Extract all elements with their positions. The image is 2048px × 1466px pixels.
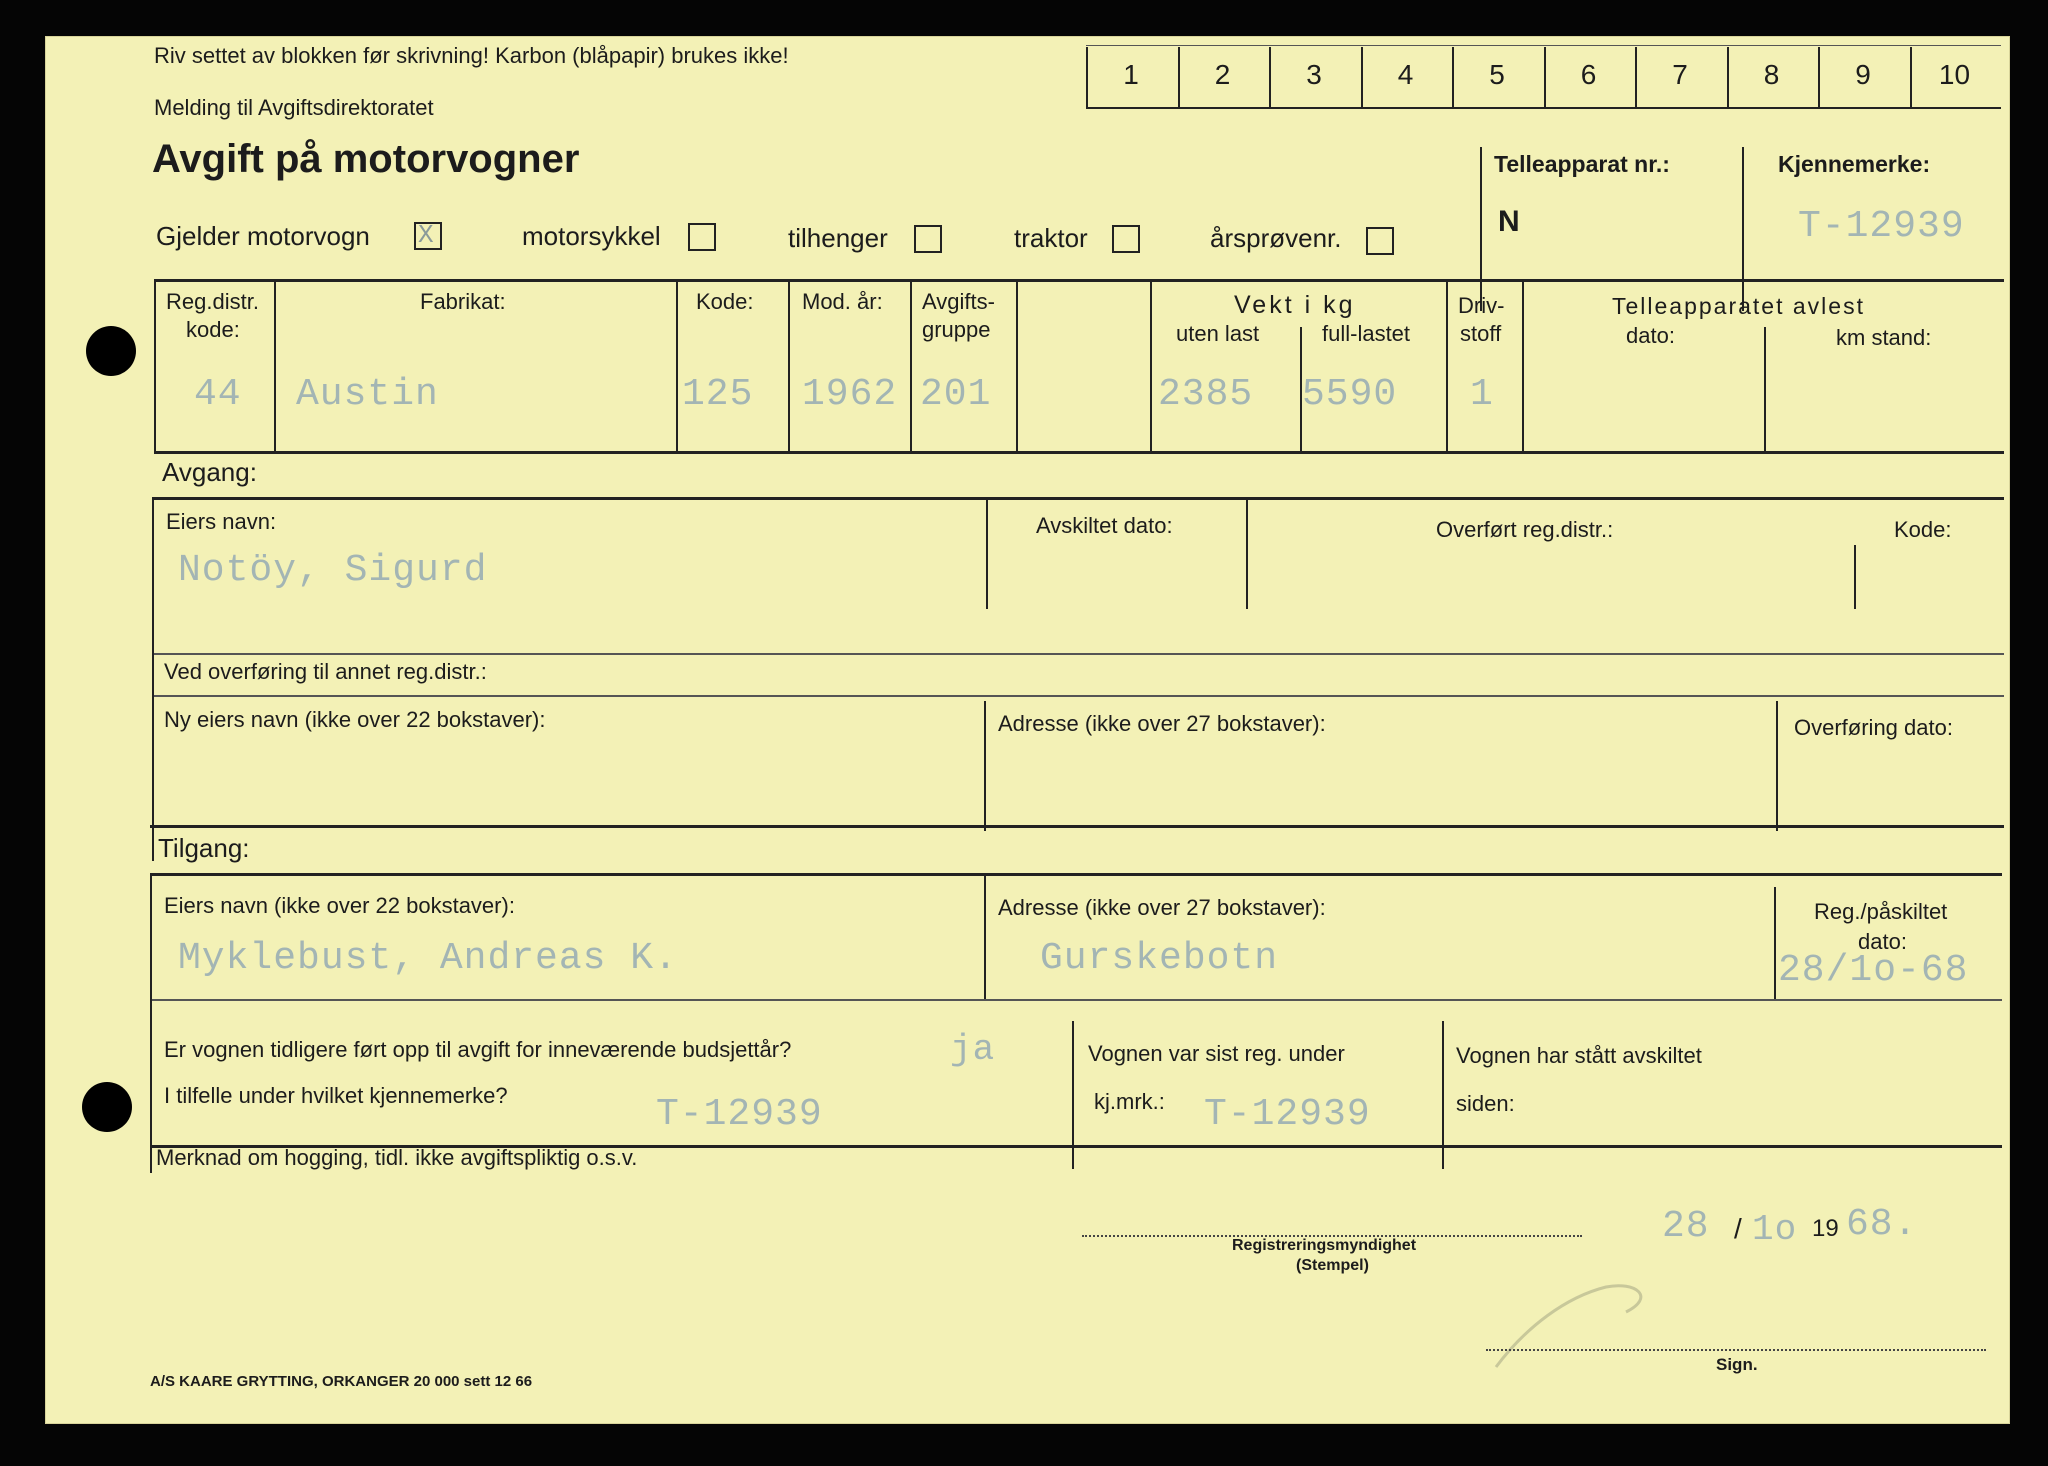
signature-mark: [1486, 1267, 1706, 1377]
month-strip-rule: [1086, 107, 2001, 109]
tilhenger-checkbox[interactable]: [914, 225, 942, 253]
telleapparat-avlest-label: Telleapparatet avlest: [1612, 293, 1865, 319]
month-number[interactable]: 3: [1306, 59, 1322, 90]
punch-hole-bottom: [82, 1082, 132, 1132]
merknad-label: Merknad om hogging, tidl. ikke avgiftspliktig o.s.v.: [156, 1145, 638, 1170]
date-month: 1o: [1752, 1209, 1798, 1250]
avskiltet-siden-label: Vognen har stått avskiltet: [1456, 1043, 1702, 1068]
motorsykkel-label: motorsykkel: [522, 221, 661, 251]
avgang-adresse-label: Adresse (ikke over 27 bokstaver):: [998, 711, 1326, 736]
ny-eier-label: Ny eiers navn (ikke over 22 bokstaver):: [164, 707, 546, 732]
date-day: 28: [1662, 1205, 1710, 1248]
fabrikat-label: Fabrikat:: [420, 289, 506, 314]
vehicle-table-bottom: [154, 451, 2004, 454]
month-number[interactable]: 10: [1938, 59, 1971, 90]
avskiltet-dato-label: Avskiltet dato:: [1036, 513, 1173, 538]
answer-kjennemerke: T-12939: [656, 1093, 823, 1136]
avgiftsgruppe-label-2: gruppe: [922, 317, 991, 342]
stempel-label: (Stempel): [1296, 1257, 1369, 1274]
tilgang-eier-value: Myklebust, Andreas K.: [178, 937, 678, 980]
tilhenger-label: tilhenger: [788, 223, 888, 253]
month-number[interactable]: 4: [1397, 59, 1414, 90]
uten-last-label: uten last: [1176, 321, 1260, 346]
form-title: Avgift på motorvogner: [152, 137, 580, 181]
full-lastet-value: 5590: [1302, 373, 1398, 416]
full-lastet-label: full-lastet: [1322, 321, 1411, 346]
arsprove-label: årsprøvenr.: [1210, 223, 1342, 253]
km-stand-label: km stand:: [1836, 325, 1932, 350]
telleapparat-value: N: [1498, 205, 1520, 238]
month-number[interactable]: 7: [1672, 59, 1688, 90]
regdato-label-2: dato:: [1858, 929, 1907, 954]
month-number[interactable]: 9: [1855, 59, 1871, 90]
date-century: 19: [1812, 1215, 1839, 1242]
kode-label: Kode:: [696, 289, 754, 314]
uten-last-value: 2385: [1158, 373, 1254, 416]
fabrikat-value: Austin: [296, 373, 439, 416]
date-separator: /: [1734, 1213, 1742, 1244]
instruction-text: Riv settet av blokken før skrivning! Karbon (blåpapir) brukes ikke!: [154, 43, 789, 68]
avlest-dato-label: dato:: [1626, 323, 1675, 348]
month-number[interactable]: 1: [1123, 59, 1139, 90]
avgiftsgruppe-value: 201: [920, 373, 992, 416]
modar-value: 1962: [802, 373, 898, 416]
regdato-label: Reg./påskiltet: [1814, 899, 1948, 924]
motorsykkel-checkbox[interactable]: [688, 223, 716, 251]
punch-hole-top: [86, 326, 136, 376]
regdato-value: 28/1o-68: [1778, 949, 1969, 992]
tilgang-adresse-value: Gurskebotn: [1040, 937, 1279, 980]
month-number[interactable]: 2: [1214, 59, 1231, 90]
month-number[interactable]: 6: [1580, 59, 1597, 90]
kjennemerke-value: T-12939: [1798, 205, 1965, 248]
drivstoff-label-2: stoff: [1460, 321, 1502, 346]
motorvogn-checkbox[interactable]: [414, 222, 442, 250]
overfort-regdistr-label: Overført reg.distr.:: [1436, 517, 1614, 542]
avgang-eier-label: Eiers navn:: [166, 509, 277, 534]
sist-reg-value: T-12939: [1204, 1093, 1371, 1136]
sign-label: Sign.: [1716, 1355, 1758, 1374]
tilgang-heading: Tilgang:: [158, 833, 250, 863]
checkbox-mark: X: [418, 220, 434, 250]
traktor-label: traktor: [1014, 223, 1088, 253]
printer-imprint: A/S KAARE GRYTTING, ORKANGER 20 000 sett 12 66: [150, 1373, 533, 1390]
regdistr-value: 44: [194, 373, 242, 416]
tilgang-eier-label: Eiers navn (ikke over 22 bokstaver):: [164, 893, 515, 918]
signature-dotted-line: [1486, 1349, 1986, 1351]
traktor-checkbox[interactable]: [1112, 225, 1140, 253]
kjennemerke-label: Kjennemerke:: [1778, 151, 1931, 177]
recipient-text: Melding til Avgiftsdirektoratet: [154, 95, 434, 120]
telleapparat-label: Telleapparat nr.:: [1494, 151, 1670, 177]
avgiftsgruppe-label: Avgifts-: [922, 289, 995, 314]
vekt-label: Vekt i kg: [1234, 291, 1356, 319]
drivstoff-label: Driv-: [1458, 293, 1505, 318]
answer-budsjettar: ja: [950, 1029, 996, 1070]
sist-reg-kjmrk-label: kj.mrk.:: [1094, 1089, 1165, 1114]
ved-overforing-label: Ved overføring til annet reg.distr.:: [164, 659, 487, 684]
kode-value: 125: [682, 373, 754, 416]
vehicle-table-top: [154, 279, 2004, 282]
regdistr-label: Reg.distr.: [166, 289, 259, 314]
question-budsjettar: Er vognen tidligere ført opp til avgift for inneværende budsjettår?: [164, 1037, 792, 1062]
drivstoff-value: 1: [1470, 373, 1494, 416]
question-kjennemerke: I tilfelle under hvilket kjennemerke?: [164, 1083, 508, 1108]
regdistr-kode-label: kode:: [186, 317, 240, 342]
sist-reg-label: Vognen var sist reg. under: [1088, 1041, 1345, 1066]
overforing-dato-label: Overføring dato:: [1794, 715, 1953, 740]
month-number[interactable]: 5: [1489, 59, 1505, 90]
avgang-kode-label: Kode:: [1894, 517, 1952, 542]
motorvogn-label: Gjelder motorvogn: [156, 221, 370, 251]
modar-label: Mod. år:: [802, 289, 883, 314]
registrering-label: Registreringsmyndighet: [1232, 1237, 1417, 1254]
avgang-heading: Avgang:: [162, 457, 257, 487]
tilgang-adresse-label: Adresse (ikke over 27 bokstaver):: [998, 895, 1326, 920]
month-number[interactable]: 8: [1763, 59, 1780, 90]
form-card: [45, 36, 2010, 1424]
date-year: 68.: [1846, 1203, 1918, 1246]
avgang-eier-value: Notöy, Sigurd: [178, 549, 488, 592]
avskiltet-siden-label-2: siden:: [1456, 1091, 1515, 1116]
arsprove-checkbox[interactable]: [1366, 227, 1394, 255]
